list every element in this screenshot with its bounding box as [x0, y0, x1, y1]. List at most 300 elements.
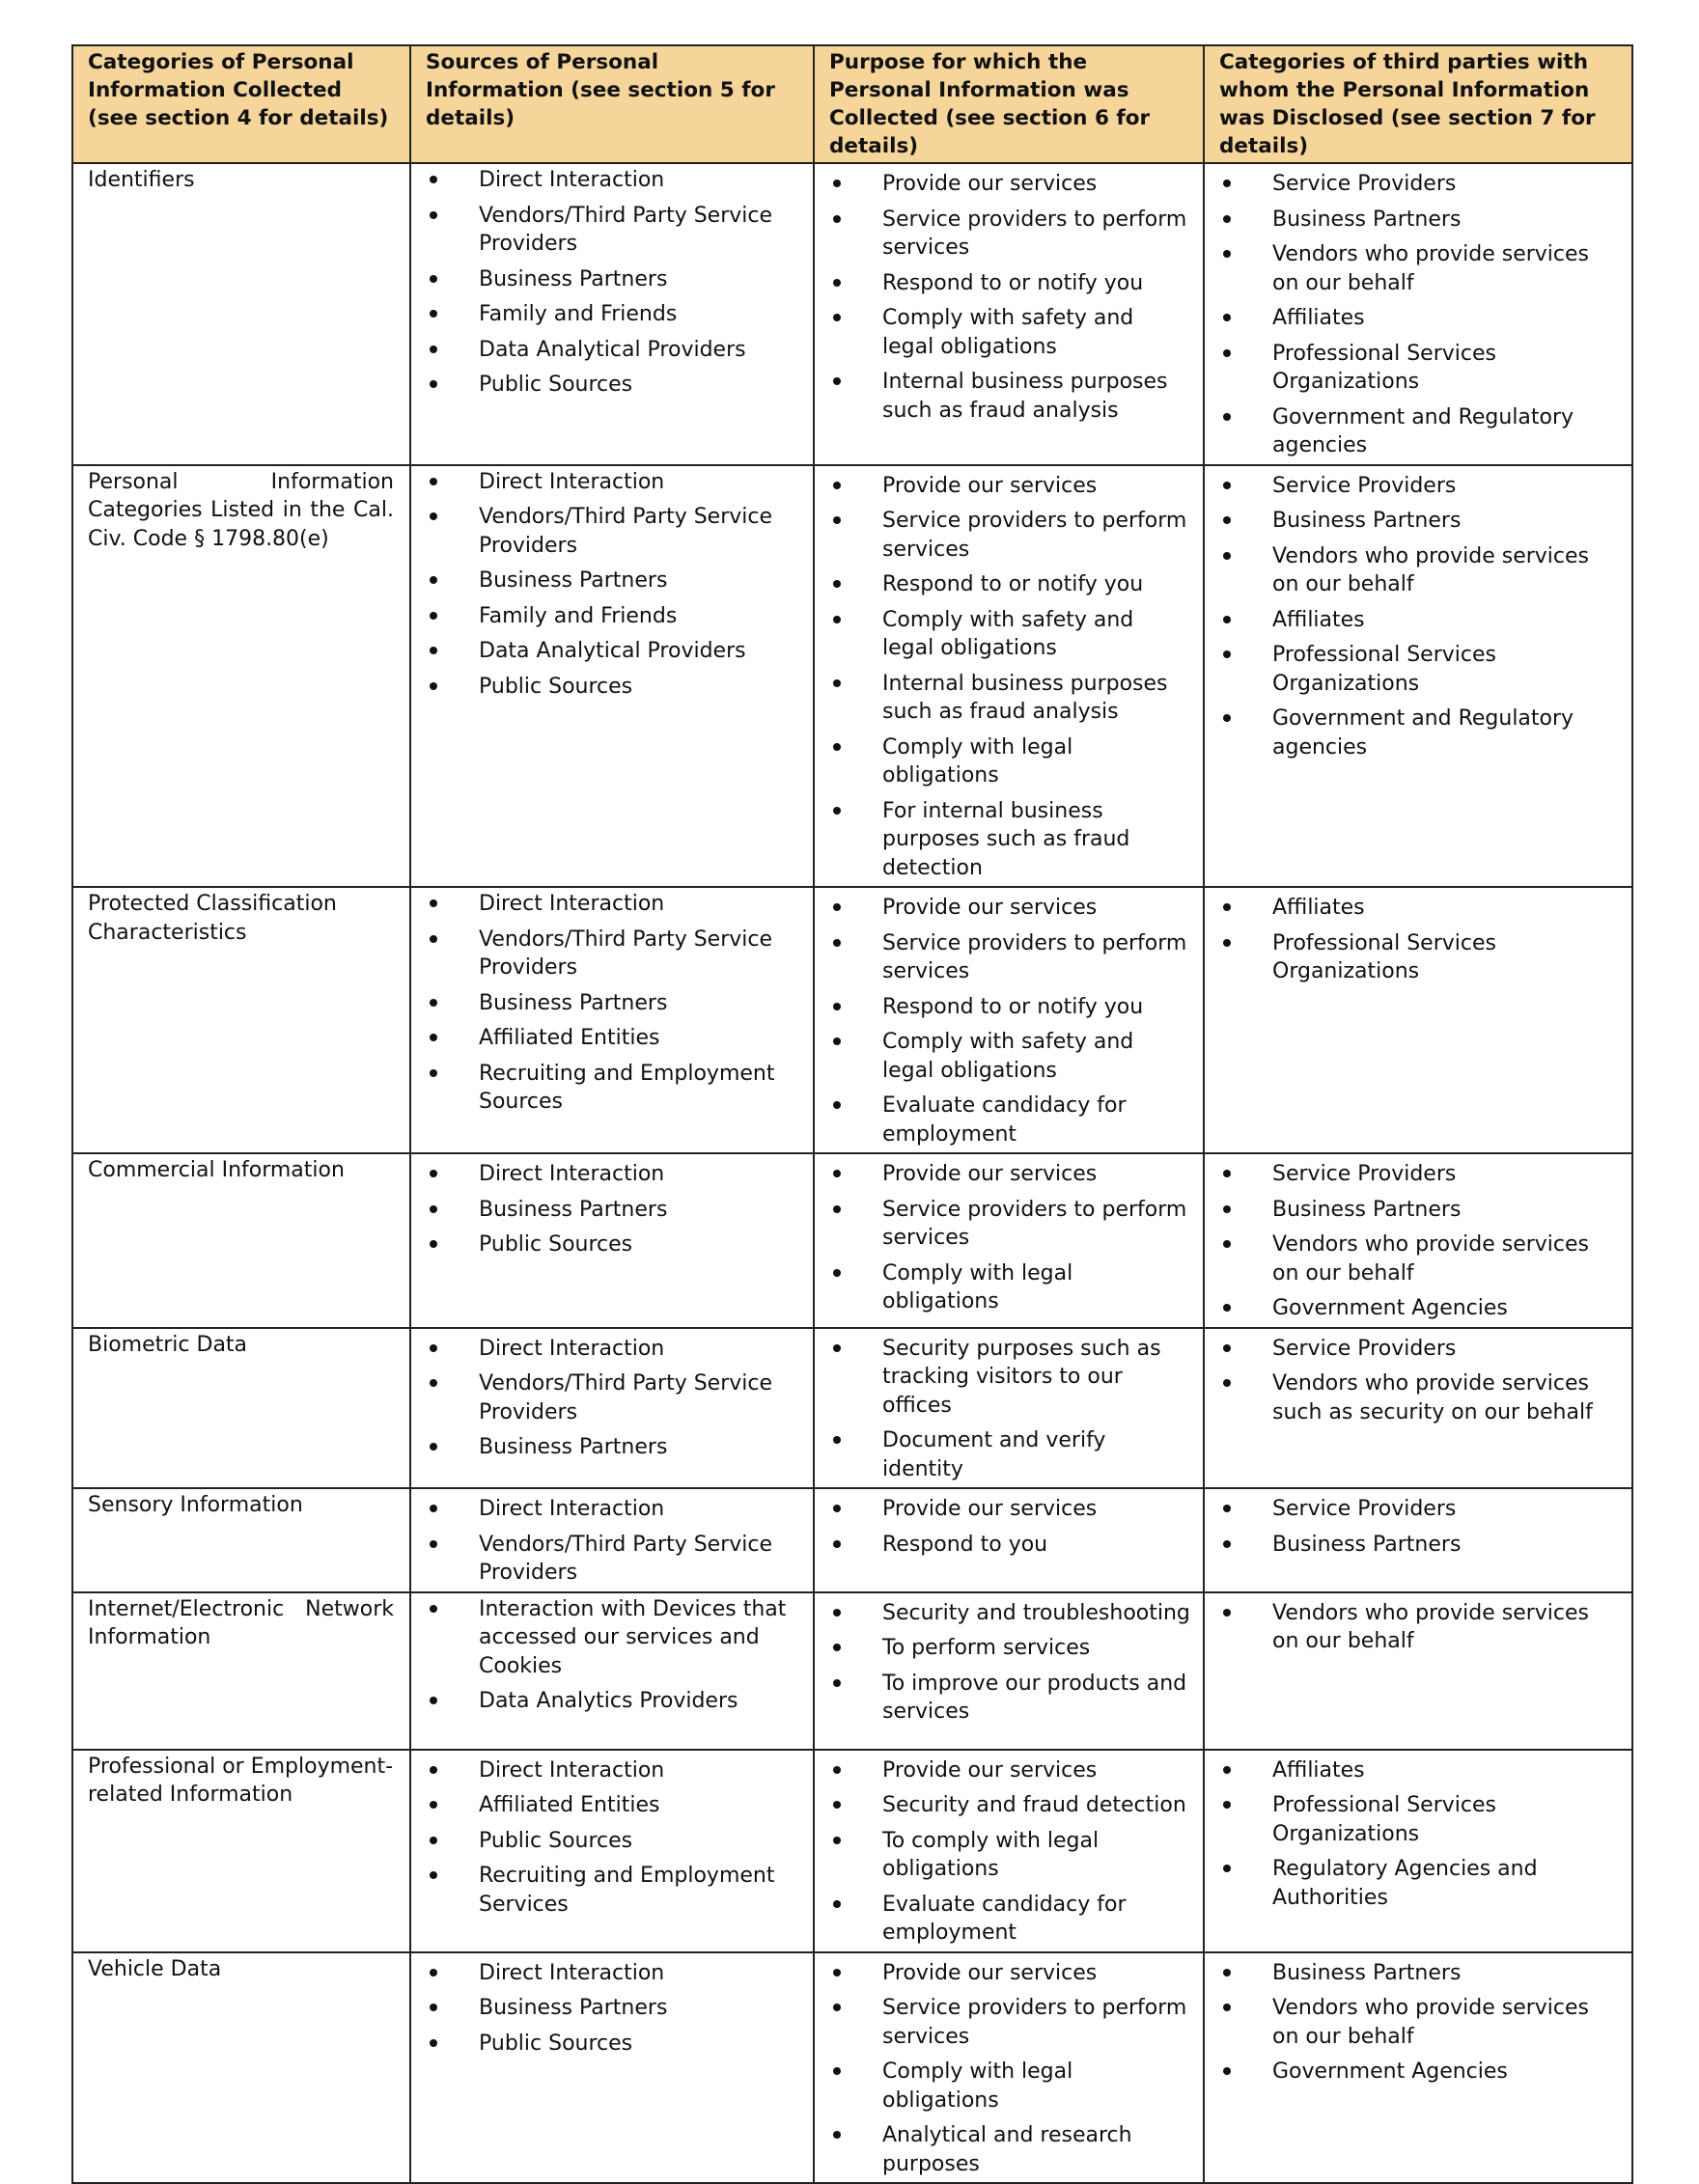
bullet-icon	[833, 516, 841, 524]
third-party-text: Vendors who provide services on our behalf	[1272, 1232, 1590, 1286]
third-party-text: Regulatory Agencies and Authorities	[1272, 1857, 1538, 1910]
source-text: Data Analytics Providers	[479, 1689, 738, 1713]
bullet-icon	[1223, 1609, 1231, 1617]
purpose-list	[829, 166, 1191, 425]
category-label: Identifiers	[88, 168, 195, 192]
table-row	[72, 1592, 1632, 1750]
third-party-list	[1219, 890, 1620, 986]
list-item	[426, 336, 801, 365]
source-text: Data Analytical Providers	[479, 639, 746, 663]
source-list	[426, 1491, 801, 1588]
source-text: Direct Interaction	[479, 892, 665, 916]
list-item	[829, 368, 1191, 425]
list-item	[829, 1827, 1191, 1884]
source-text: Business Partners	[479, 1197, 668, 1222]
source-text: Family and Friends	[479, 603, 678, 628]
bullet-icon	[1223, 1240, 1231, 1248]
purpose-text: Respond to or notify you	[882, 994, 1144, 1019]
category-cell	[72, 1952, 410, 2184]
source-text: Public Sources	[479, 1232, 633, 1257]
source-text: Direct Interaction	[479, 469, 665, 494]
bullet-icon	[1223, 1540, 1231, 1548]
bullet-icon	[430, 1170, 437, 1177]
list-item	[829, 733, 1191, 790]
bullet-icon	[833, 482, 841, 489]
list-item	[426, 1196, 801, 1225]
bullet-icon	[833, 1609, 841, 1617]
list-item	[829, 1028, 1191, 1085]
third-party-list	[1219, 1753, 1620, 1913]
table-header	[72, 45, 1632, 163]
list-item	[426, 602, 801, 631]
third-party-text: Vendors who provide services on our behalf	[1272, 1996, 1590, 2049]
list-item	[829, 606, 1191, 663]
bullet-icon	[833, 679, 841, 687]
source-text: Interaction with Devices that accessed our services and Cookies	[479, 1596, 787, 1678]
list-item	[829, 507, 1191, 564]
source-list	[426, 1753, 801, 1920]
list-item	[829, 472, 1191, 501]
list-item	[426, 1495, 801, 1524]
list-item	[1219, 1294, 1620, 1323]
purpose-text: Security and fraud detection	[882, 1793, 1186, 1817]
bullet-icon	[1223, 1344, 1231, 1352]
list-item	[426, 1862, 801, 1919]
purpose-text: For internal business purposes such as fraud detection	[882, 798, 1130, 880]
bullet-icon	[430, 612, 437, 620]
list-item	[426, 673, 801, 702]
header-row	[72, 45, 1632, 163]
purpose-cell	[814, 1592, 1204, 1750]
list-item	[426, 1335, 801, 1364]
third-party-text: Government Agencies	[1272, 2060, 1508, 2084]
third-party-text: Business Partners	[1272, 1197, 1462, 1222]
third-party-list	[1219, 1955, 1620, 2087]
bullet-icon	[430, 211, 437, 219]
category-label: Commercial Information	[88, 1158, 345, 1182]
bullet-icon	[430, 682, 437, 690]
source-cell	[410, 1750, 814, 1952]
bullet-icon	[833, 1101, 841, 1109]
bullet-icon	[833, 807, 841, 815]
third-party-cell	[1204, 465, 1632, 888]
bullet-icon	[1223, 714, 1231, 722]
bullet-icon	[430, 576, 437, 584]
list-item	[426, 926, 801, 982]
purpose-list	[829, 1955, 1191, 2179]
bullet-icon	[1223, 215, 1231, 223]
privacy-disclosure-table	[71, 44, 1633, 2184]
third-party-cell	[1204, 1592, 1632, 1750]
list-item	[1219, 929, 1620, 986]
bullet-icon	[1223, 1801, 1231, 1809]
purpose-text: Provide our services	[882, 1162, 1098, 1186]
third-party-text: Business Partners	[1272, 509, 1462, 533]
source-text: Direct Interaction	[479, 1960, 665, 1985]
bullet-icon	[833, 279, 841, 287]
list-item	[426, 1369, 801, 1426]
list-item	[829, 1791, 1191, 1820]
source-text: Family and Friends	[479, 302, 678, 326]
bullet-icon	[833, 1801, 841, 1809]
bullet-icon	[833, 1837, 841, 1844]
list-item	[829, 1634, 1191, 1663]
list-item	[829, 1335, 1191, 1421]
list-item	[1219, 472, 1620, 501]
purpose-text: Service providers to perform services	[882, 930, 1187, 983]
category-label: Professional or Employment-related Information	[88, 1754, 394, 1807]
third-party-text: Vendors who provide services on our behalf	[1272, 1600, 1590, 1653]
list-item	[829, 206, 1191, 263]
bullet-icon	[833, 1003, 841, 1010]
purpose-text: To comply with legal obligations	[882, 1828, 1100, 1881]
list-item	[1219, 240, 1620, 297]
category-cell	[72, 1488, 410, 1592]
header-third-parties: Categories of third parties with whom the Personal Information was Disclosed (see section 7 for details)	[1204, 45, 1632, 163]
bullet-icon	[833, 1205, 841, 1213]
source-text: Direct Interaction	[479, 1497, 665, 1521]
source-cell	[410, 1592, 814, 1750]
bullet-icon	[833, 215, 841, 223]
bullet-icon	[430, 1540, 437, 1548]
source-cell	[410, 1488, 814, 1592]
list-item	[829, 2058, 1191, 2115]
purpose-cell	[814, 1488, 1204, 1592]
list-item	[426, 2030, 801, 2059]
source-text: Vendors/Third Party Service Providers	[479, 1371, 773, 1424]
purpose-text: Comply with legal obligations	[882, 734, 1073, 788]
table-row	[72, 1952, 1632, 2184]
third-party-list	[1219, 166, 1620, 460]
list-item	[829, 1531, 1191, 1560]
source-text: Vendors/Third Party Service Providers	[479, 505, 773, 558]
table-row	[72, 1488, 1632, 1592]
bullet-icon	[430, 935, 437, 943]
third-party-text: Service Providers	[1272, 1162, 1457, 1186]
list-item	[1219, 1160, 1620, 1189]
bullet-icon	[833, 743, 841, 751]
third-party-cell	[1204, 163, 1632, 465]
third-party-text: Service Providers	[1272, 473, 1457, 498]
purpose-text: Comply with safety and legal obligations	[882, 607, 1134, 660]
source-text: Recruiting and Employment Services	[479, 1864, 775, 1917]
purpose-cell	[814, 163, 1204, 465]
bullet-icon	[430, 1837, 437, 1844]
list-item	[829, 1599, 1191, 1628]
list-item	[426, 468, 801, 497]
third-party-list	[1219, 468, 1620, 762]
bullet-icon	[1223, 413, 1231, 421]
list-item	[829, 797, 1191, 883]
third-party-text: Affiliates	[1272, 1757, 1365, 1783]
source-list	[426, 890, 801, 1117]
source-list	[426, 1331, 801, 1462]
third-party-list	[1219, 1331, 1620, 1427]
source-cell	[410, 163, 814, 465]
list-item	[1219, 1959, 1620, 1988]
source-text: Business Partners	[479, 266, 668, 291]
source-text: Business Partners	[479, 1996, 668, 2020]
source-list	[426, 468, 801, 702]
bullet-icon	[430, 346, 437, 353]
category-label: Sensory Information	[88, 1493, 303, 1517]
purpose-list	[829, 1595, 1191, 1727]
bullet-icon	[1223, 1379, 1231, 1387]
bullet-icon	[833, 903, 841, 911]
bullet-icon	[1223, 349, 1231, 357]
bullet-icon	[833, 1436, 841, 1444]
source-text: Affiliated Entities	[479, 1793, 660, 1817]
third-party-cell	[1204, 1488, 1632, 1592]
purpose-text: Evaluate candidacy for employment	[882, 1093, 1127, 1147]
list-item	[426, 1959, 801, 1988]
table-row	[72, 465, 1632, 888]
list-item	[1219, 1196, 1620, 1225]
purpose-list	[829, 1156, 1191, 1316]
list-item	[829, 170, 1191, 199]
purpose-text: Respond to you	[882, 1532, 1048, 1557]
source-text: Direct Interaction	[479, 168, 665, 192]
purpose-text: Internal business purposes such as fraud analysis	[882, 370, 1168, 423]
list-item	[1219, 1230, 1620, 1287]
bullet-icon	[430, 1871, 437, 1879]
source-text: Business Partners	[479, 1435, 668, 1459]
purpose-list	[829, 1753, 1191, 1948]
bullet-icon	[430, 999, 437, 1007]
third-party-cell	[1204, 1153, 1632, 1328]
third-party-text: Business Partners	[1272, 207, 1462, 232]
purpose-list	[829, 890, 1191, 1148]
list-item	[829, 1160, 1191, 1189]
third-party-text: Business Partners	[1272, 1532, 1462, 1557]
bullet-icon	[430, 1969, 437, 1977]
bullet-icon	[1223, 903, 1231, 911]
third-party-text: Professional Services Organizations	[1272, 930, 1496, 983]
source-text: Business Partners	[479, 568, 668, 593]
bullet-icon	[430, 1505, 437, 1512]
purpose-cell	[814, 465, 1204, 888]
list-item	[1219, 340, 1620, 397]
list-item	[426, 1024, 801, 1053]
bullet-icon	[833, 2131, 841, 2139]
list-item	[829, 1756, 1191, 1785]
bullet-icon	[1223, 1969, 1231, 1977]
third-party-cell	[1204, 1952, 1632, 2184]
list-item	[426, 890, 801, 919]
bullet-icon	[1223, 2067, 1231, 2075]
purpose-cell	[814, 1153, 1204, 1328]
purpose-text: Provide our services	[882, 1497, 1098, 1521]
bullet-icon	[1223, 1505, 1231, 1512]
list-item	[1219, 304, 1620, 333]
list-item	[1219, 507, 1620, 536]
list-item	[829, 929, 1191, 986]
source-text: Affiliated Entities	[479, 1026, 660, 1050]
bullet-icon	[833, 1644, 841, 1651]
purpose-text: Respond to or notify you	[882, 572, 1144, 596]
purpose-text: Provide our services	[882, 896, 1098, 920]
source-text: Direct Interaction	[479, 1336, 665, 1361]
bullet-icon	[430, 310, 437, 318]
third-party-cell	[1204, 1750, 1632, 1952]
source-text: Direct Interaction	[479, 1162, 665, 1186]
bullet-icon	[1223, 1865, 1231, 1872]
bullet-icon	[1223, 516, 1231, 524]
bullet-icon	[1223, 2004, 1231, 2011]
list-item	[829, 304, 1191, 361]
source-cell	[410, 1153, 814, 1328]
list-item	[426, 166, 801, 195]
bullet-icon	[833, 1766, 841, 1774]
bullet-icon	[430, 1240, 437, 1248]
source-list	[426, 1595, 801, 1716]
list-item	[829, 670, 1191, 727]
third-party-text: Vendors who provide services on our behalf	[1272, 242, 1590, 295]
source-text: Data Analytical Providers	[479, 337, 746, 362]
third-party-text: Service Providers	[1272, 1497, 1457, 1521]
list-item	[426, 1433, 801, 1462]
bullet-icon	[1223, 1170, 1231, 1177]
purpose-list	[829, 468, 1191, 883]
third-party-text: Government and Regulatory agencies	[1272, 706, 1574, 760]
third-party-list	[1219, 1491, 1620, 1559]
source-list	[426, 1156, 801, 1259]
purpose-text: Internal business purposes such as fraud analysis	[882, 671, 1168, 724]
purpose-cell	[814, 887, 1204, 1153]
bullet-icon	[833, 1037, 841, 1045]
bullet-icon	[833, 1540, 841, 1548]
list-item	[426, 1827, 801, 1856]
bullet-icon	[833, 1505, 841, 1512]
list-item	[1219, 1531, 1620, 1560]
bullet-icon	[1223, 250, 1231, 258]
list-item	[829, 1670, 1191, 1727]
list-item	[829, 269, 1191, 298]
purpose-text: Service providers to perform services	[882, 1996, 1187, 2049]
third-party-text: Vendors who provide services such as security on our behalf	[1272, 1371, 1593, 1424]
table-body	[72, 163, 1632, 2183]
bullet-icon	[430, 1344, 437, 1352]
purpose-text: Service providers to perform services	[882, 509, 1187, 562]
list-item	[426, 1756, 801, 1785]
bullet-icon	[430, 1443, 437, 1451]
list-item	[426, 503, 801, 560]
list-item	[829, 1196, 1191, 1253]
source-cell	[410, 887, 814, 1153]
purpose-text: Analytical and research purposes	[882, 2123, 1132, 2176]
bullet-icon	[430, 1379, 437, 1387]
list-item	[1219, 403, 1620, 460]
source-text: Public Sources	[479, 1828, 633, 1853]
list-item	[1219, 705, 1620, 761]
category-label: Protected Classification Characteristics	[88, 892, 337, 945]
category-label: Biometric Data	[88, 1332, 248, 1357]
bullet-icon	[430, 1034, 437, 1041]
purpose-text: Provide our services	[882, 473, 1098, 498]
list-item	[1219, 1855, 1620, 1912]
list-item	[426, 300, 801, 329]
purpose-cell	[814, 1750, 1204, 1952]
bullet-icon	[430, 1801, 437, 1809]
list-item	[1219, 2058, 1620, 2087]
purpose-list	[829, 1491, 1191, 1559]
bullet-icon	[430, 2004, 437, 2011]
purpose-list	[829, 1331, 1191, 1484]
third-party-text: Professional Services Organizations	[1272, 643, 1496, 696]
bullet-icon	[833, 1969, 841, 1977]
list-item	[426, 1230, 801, 1259]
bullet-icon	[430, 647, 437, 654]
list-item	[426, 1060, 801, 1117]
table-row	[72, 163, 1632, 465]
bullet-icon	[430, 1697, 437, 1704]
list-item	[829, 1891, 1191, 1948]
bullet-icon	[430, 899, 437, 907]
bullet-icon	[833, 939, 841, 947]
bullet-icon	[430, 1069, 437, 1077]
source-cell	[410, 1328, 814, 1489]
bullet-icon	[1223, 314, 1231, 321]
third-party-text: Service Providers	[1272, 172, 1457, 196]
category-label: Internet/Electronic Network Information	[88, 1596, 394, 1649]
category-cell	[72, 1592, 410, 1750]
bullet-icon	[833, 580, 841, 588]
bullet-icon	[833, 377, 841, 385]
header-purpose: Purpose for which the Personal Information was Collected (see section 6 for details)	[814, 45, 1204, 163]
third-party-text: Vendors who provide services on our behalf	[1272, 543, 1590, 596]
list-item	[426, 1687, 801, 1716]
list-item	[829, 993, 1191, 1022]
list-item	[829, 1495, 1191, 1524]
list-item	[1219, 1495, 1620, 1524]
list-item	[829, 570, 1191, 599]
purpose-text: Security and troubleshooting	[882, 1600, 1190, 1625]
purpose-text: Comply with legal obligations	[882, 1260, 1073, 1313]
list-item	[426, 567, 801, 595]
third-party-text: Service Providers	[1272, 1336, 1457, 1361]
bullet-icon	[833, 616, 841, 623]
category-label: Vehicle Data	[88, 1956, 222, 1981]
list-item	[829, 894, 1191, 923]
purpose-text: Comply with safety and legal obligations	[882, 1030, 1134, 1083]
third-party-text: Affiliates	[1272, 607, 1365, 632]
list-item	[829, 1426, 1191, 1483]
list-item	[426, 1160, 801, 1189]
list-item	[1219, 641, 1620, 698]
purpose-text: Security purposes such as tracking visitors to our offices	[882, 1336, 1161, 1418]
third-party-text: Affiliates	[1272, 306, 1365, 330]
purpose-text: Service providers to perform services	[882, 207, 1187, 260]
third-party-text: Business Partners	[1272, 1960, 1462, 1985]
bullet-icon	[1223, 180, 1231, 187]
category-cell	[72, 163, 410, 465]
list-item	[426, 989, 801, 1018]
list-item	[426, 1994, 801, 2023]
third-party-text: Government and Regulatory agencies	[1272, 404, 1574, 457]
third-party-text: Government Agencies	[1272, 1296, 1508, 1320]
list-item	[426, 637, 801, 666]
list-item	[1219, 1599, 1620, 1656]
bullet-icon	[1223, 482, 1231, 489]
bullet-icon	[430, 478, 437, 485]
source-text: Public Sources	[479, 373, 633, 397]
list-item	[829, 1994, 1191, 2051]
purpose-text: Respond to or notify you	[882, 270, 1144, 295]
list-item	[1219, 1335, 1620, 1364]
purpose-text: Provide our services	[882, 1960, 1098, 1985]
third-party-text: Professional Services Organizations	[1272, 341, 1496, 394]
bullet-icon	[833, 1344, 841, 1352]
